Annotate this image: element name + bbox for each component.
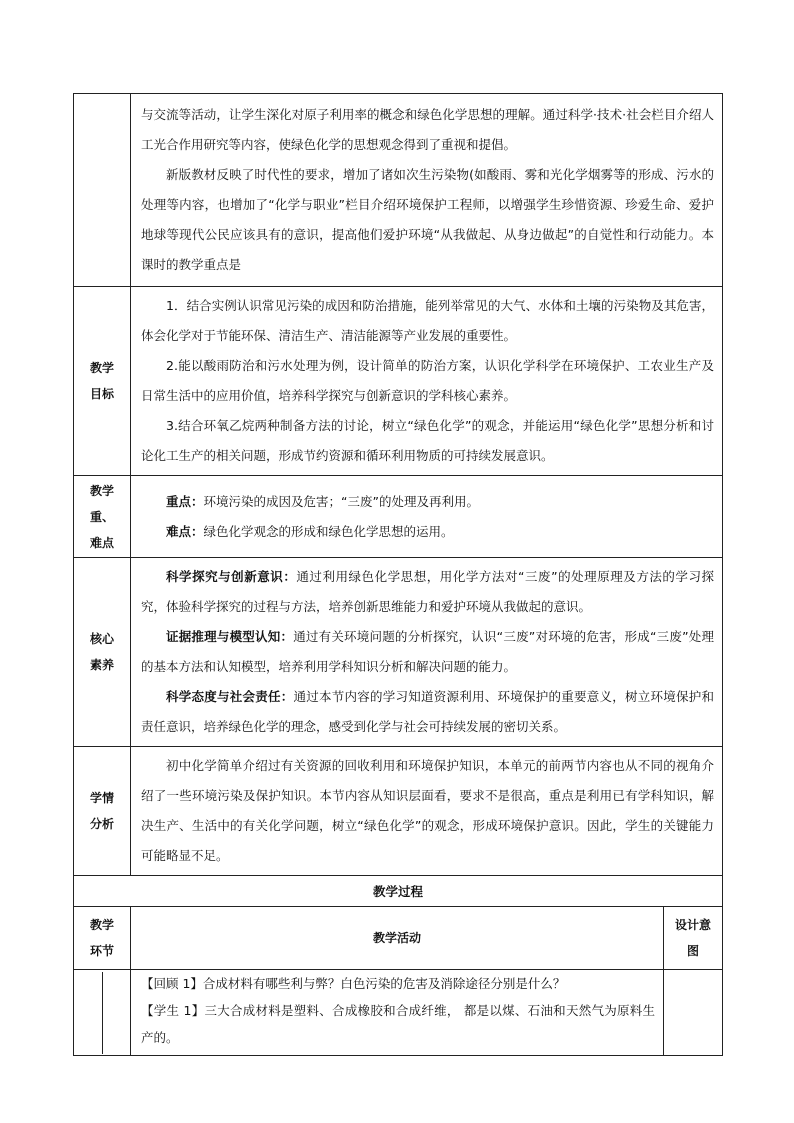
literacy-item: 证据推理与模型认知：通过有关环境问题的分析探究，认识“三废”对环境的危害，形成“三废”处理的基本方法和认知模型，培养利用学科知识分析和解决问题的能力。 bbox=[141, 629, 715, 674]
focus-label: 重点： bbox=[166, 493, 204, 509]
difficulty-text: 绿色化学观念的形成和绿色化学思想的运用。 bbox=[203, 523, 454, 539]
lesson-plan-table bbox=[73, 93, 723, 1056]
stage-header: 教学环节 bbox=[74, 907, 131, 970]
literacy-label: 核心素养 bbox=[74, 558, 131, 747]
key-points-content bbox=[131, 476, 723, 558]
difficulty-label: 难点： bbox=[166, 523, 204, 539]
stage-subcell bbox=[74, 972, 103, 1054]
activity-cell bbox=[131, 970, 664, 1056]
student-analysis-content bbox=[131, 747, 723, 876]
objective-item: 2.能以酸雨防治和污水处理为例，设计简单的防治方案，认识化学科学在环境保护、工农业生产及日常生活中的应用价值，培养科学探究与创新意识的学科核心素养。 bbox=[141, 358, 715, 403]
literacy-item: 科学态度与社会责任：通过本节内容的学习知道资源利用、环境保护的重要意义，树立环境保护和责任意识，培养绿色化学的理念，感受到化学与社会可持续发展的密切关系。 bbox=[141, 689, 714, 734]
analysis-content bbox=[131, 94, 723, 287]
activity-header: 教学活动 bbox=[131, 907, 664, 970]
analysis-row bbox=[74, 94, 723, 287]
objective-item: 3.结合环氧乙烷两种制备方法的讨论，树立“绿色化学”的观念，并能运用“绿色化学”思想分析和讨论化工生产的相关问题，形成节约资源和循环利用物质的可持续发展意识。 bbox=[141, 418, 715, 463]
objectives-row bbox=[74, 287, 723, 476]
analysis-paragraph: 新版教材反映了时代性的要求，增加了诸如次生污染物(如酸雨、雾和光化学烟雾等的形成、污水的处理等内容，也增加了“化学与职业”栏目介绍环境保护工程师，以增强学生珍惜资源、珍爱生命、爱护地球等现代公民应该具有的意识，提高他们爱护环境“从我做起、从身边做起”的自觉性和行动能力。本课时的教学重点是 bbox=[141, 167, 715, 272]
intent-cell bbox=[664, 970, 723, 1056]
analysis-paragraph: 与交流等活动，让学生深化对原子利用率的概念和绿色化学思想的理解。通过科学·技术·社会栏目介绍人工光合作用研究等内容，使绿色化学的思想观念得到了重视和提倡。 bbox=[141, 107, 715, 152]
student-analysis-text: 初中化学简单介绍过有关资源的回收利用和环境保护知识，本单元的前两节内容也从不同的视角介绍了一些环境污染及保护知识。本节内容从知识层面看，要求不是很高，重点是利用已有学科知识，解决生产、生活中的有关化学问题，树立“绿色化学”的观念，形成环境保护意识。因此，学生的关键能力可能略显不足。 bbox=[141, 758, 715, 863]
objectives-label: 教学目标 bbox=[74, 287, 131, 476]
intent-header: 设计意图 bbox=[664, 907, 723, 970]
student-analysis-label: 学情分析 bbox=[74, 747, 131, 876]
objective-item: 1．结合实例认识常见污染的成因和防治措施，能列举常见的大气、水体和土壤的污染物及其危害，体会化学对于节能环保、清洁生产、清洁能源等产业发展的重要性。 bbox=[141, 298, 715, 343]
stage-cell bbox=[74, 970, 131, 1056]
activity-line: 【回顾 1】合成材料有哪些利与弊？白色污染的危害及消除途径分别是什么？ bbox=[141, 976, 566, 991]
focus-text: 环境污染的成因及危害；“三废”的处理及再利用。 bbox=[203, 493, 479, 509]
process-title-row bbox=[74, 876, 723, 907]
analysis-label-cell bbox=[74, 94, 131, 287]
key-points-row bbox=[74, 476, 723, 558]
literacy-content bbox=[131, 558, 723, 747]
process-row bbox=[74, 970, 723, 1056]
literacy-row bbox=[74, 558, 723, 747]
key-points-label: 教学重、难点 bbox=[74, 476, 131, 558]
student-analysis-row bbox=[74, 747, 723, 876]
process-header-row bbox=[74, 907, 723, 970]
process-title: 教学过程 bbox=[74, 876, 723, 907]
activity-line: 【学生 1】三大合成材料是塑料、合成橡胶和合成纤维， 都是以煤、石油和天然气为原料生产的。 bbox=[141, 1003, 655, 1045]
objectives-content bbox=[131, 287, 723, 476]
literacy-item: 科学探究与创新意识：通过利用绿色化学思想，用化学方法对“三废”的处理原理及方法的学习探究，体验科学探究的过程与方法，培养创新思维能力和爱护环境从我做起的意识。 bbox=[141, 569, 715, 614]
stage-subcell bbox=[103, 972, 130, 1054]
